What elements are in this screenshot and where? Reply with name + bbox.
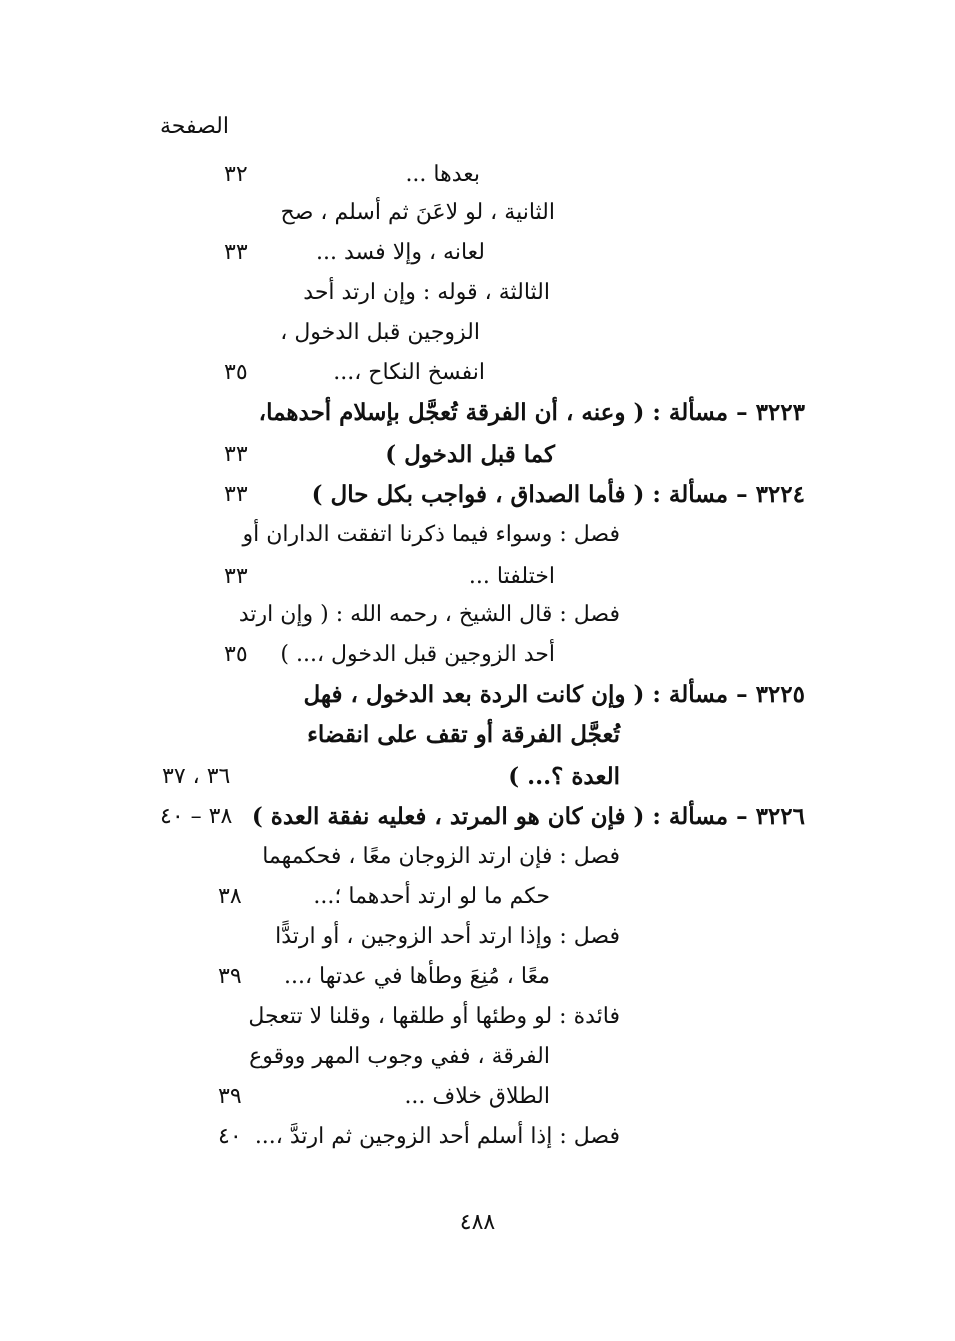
entry-page-ref: ٣٣ bbox=[224, 564, 248, 589]
entry-heading: تُعجَّل الفرقة أو تقف على انقضاء bbox=[307, 721, 620, 748]
entry-heading: العدة ؟... ) bbox=[508, 763, 620, 790]
entry-line: أحد الزوجين قبل الدخول ،... ) bbox=[280, 642, 555, 667]
entry-heading: ٣٢٢٣ – مسألة : ( وعنه ، أن الفرقة تُعجَّل بإسلام أحدهما، bbox=[258, 399, 805, 426]
entry-line: الطلاق خلاف ... bbox=[404, 1084, 550, 1109]
page-number: ٤٨٨ bbox=[459, 1210, 496, 1235]
entry-line: الزوجين قبل الدخول ، bbox=[280, 320, 480, 345]
entry-page-ref: ٣٨ – ٤٠ bbox=[160, 804, 233, 829]
entry-heading: كما قبل الدخول ) bbox=[385, 441, 555, 468]
entry-line: اختلفتا ... bbox=[468, 564, 555, 589]
entry-page-ref: ٣٨ bbox=[218, 884, 242, 909]
entry-heading: ٣٢٢٥ – مسألة : ( وإن كانت الردة بعد الدخول ، فهل bbox=[303, 681, 805, 708]
entry-page-ref: ٣٣ bbox=[224, 482, 248, 507]
entry-line: بعدها ... bbox=[405, 162, 480, 187]
entry-line: لعانه ، وإلا فسد ... bbox=[316, 240, 485, 265]
entry-page-ref: ٣٦ ، ٣٧ bbox=[162, 764, 231, 789]
page-column-header: الصفحة bbox=[159, 114, 229, 139]
entry-line: الثانية ، لو لاعَنَ ثم أسلم ، صح bbox=[280, 200, 555, 225]
entry-line: فائدة : لو وطئها أو طلقها ، وقلنا لا تتعجل bbox=[248, 1004, 620, 1029]
entry-line: فصل : قال الشيخ ، رحمه الله : ( وإن ارتد bbox=[238, 602, 620, 627]
entry-page-ref: ٤٠ bbox=[218, 1124, 242, 1149]
entry-page-ref: ٣٥ bbox=[224, 642, 248, 667]
entry-heading: ٣٢٢٤ – مسألة : ( فأما الصداق ، فواجب بكل حال ) bbox=[311, 481, 805, 508]
entry-line: فصل : وسواء فيما ذكرنا اتفقت الداران أو bbox=[242, 522, 620, 547]
entry-heading: ٣٢٢٦ – مسألة : ( فإن كان هو المرتد ، فعليه نفقة العدة ) bbox=[251, 803, 805, 830]
entry-page-ref: ٣٣ bbox=[224, 240, 248, 265]
entry-line: حكم ما لو ارتد أحدهما ؛... bbox=[313, 884, 550, 909]
entry-page-ref: ٣٣ bbox=[224, 442, 248, 467]
entry-line: فصل : إذا أسلم أحد الزوجين ثم ارتدَّ ،... bbox=[254, 1124, 620, 1149]
entry-line: انفسخ النكاح ،... bbox=[333, 360, 485, 385]
entry-page-ref: ٣٢ bbox=[224, 162, 248, 187]
entry-line: الثالثة ، قوله : وإن ارتد أحد bbox=[303, 280, 550, 305]
entry-line: فصل : وإذا ارتد أحد الزوجين ، أو ارتدًّا bbox=[275, 924, 620, 949]
entry-line: معًا ، مُنِعَ وطأها في عدتها ،... bbox=[283, 964, 550, 989]
entry-page-ref: ٣٥ bbox=[224, 360, 248, 385]
entry-page-ref: ٣٩ bbox=[218, 964, 242, 989]
entry-page-ref: ٣٩ bbox=[218, 1084, 242, 1109]
entry-line: الفرقة ، ففي وجوب المهر ووقوع bbox=[249, 1044, 550, 1069]
entry-line: فصل : فإن ارتد الزوجان معًا ، فحكمهما bbox=[262, 844, 620, 869]
